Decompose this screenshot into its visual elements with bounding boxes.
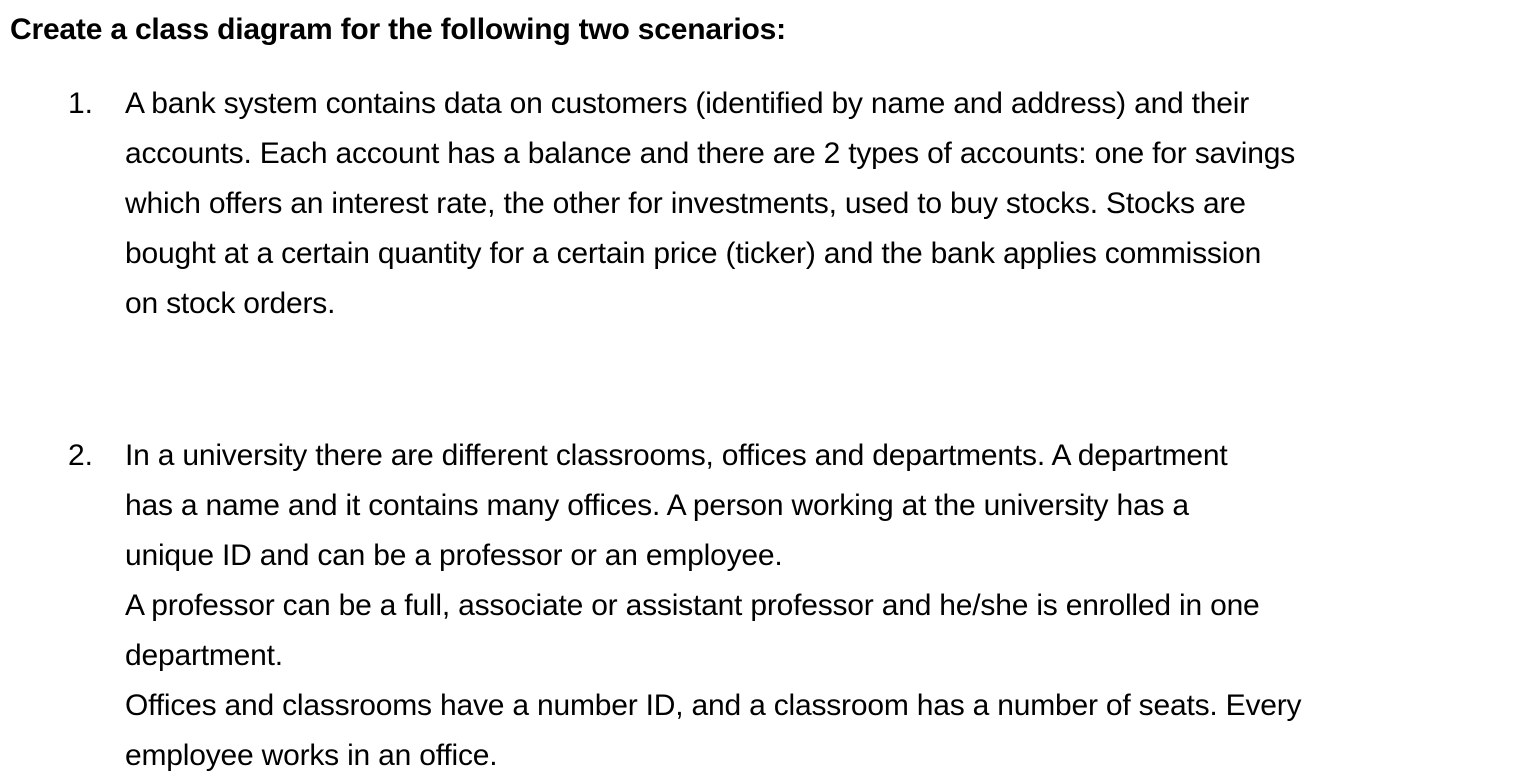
- scenario-text: [125, 79, 1525, 329]
- scenario-line: department.: [125, 639, 283, 672]
- scenario-line: A professor can be a full, associate or assistant professor and he/she is enrolled in one: [125, 589, 1260, 622]
- scenario-text: [125, 431, 1525, 781]
- scenario-line: accounts. Each account has a balance and there are 2 types of accounts: one for savings: [125, 137, 1296, 170]
- document-heading: Create a class diagram for the following two scenarios:: [10, 13, 786, 46]
- scenario-line: unique ID and can be a professor or an employee.: [125, 539, 783, 572]
- scenario-line: has a name and it contains many offices. A person working at the university has a: [125, 489, 1189, 522]
- scenario-number: 2.: [68, 439, 94, 472]
- scenario-line: employee works in an office.: [125, 739, 498, 772]
- scenario-line: bought at a certain quantity for a certain price (ticker) and the bank applies commission: [125, 237, 1262, 270]
- scenario-line: In a university there are different classrooms, offices and departments. A department: [125, 439, 1228, 472]
- scenario-number: 1.: [68, 87, 94, 120]
- scenario-line: Offices and classrooms have a number ID, and a classroom has a number of seats. Every: [125, 689, 1302, 722]
- scenario-line: which offers an interest rate, the other for investments, used to buy stocks. Stocks are: [125, 187, 1246, 220]
- scenario-line: A bank system contains data on customers (identified by name and address) and their: [125, 87, 1250, 120]
- scenario-line: on stock orders.: [125, 287, 336, 320]
